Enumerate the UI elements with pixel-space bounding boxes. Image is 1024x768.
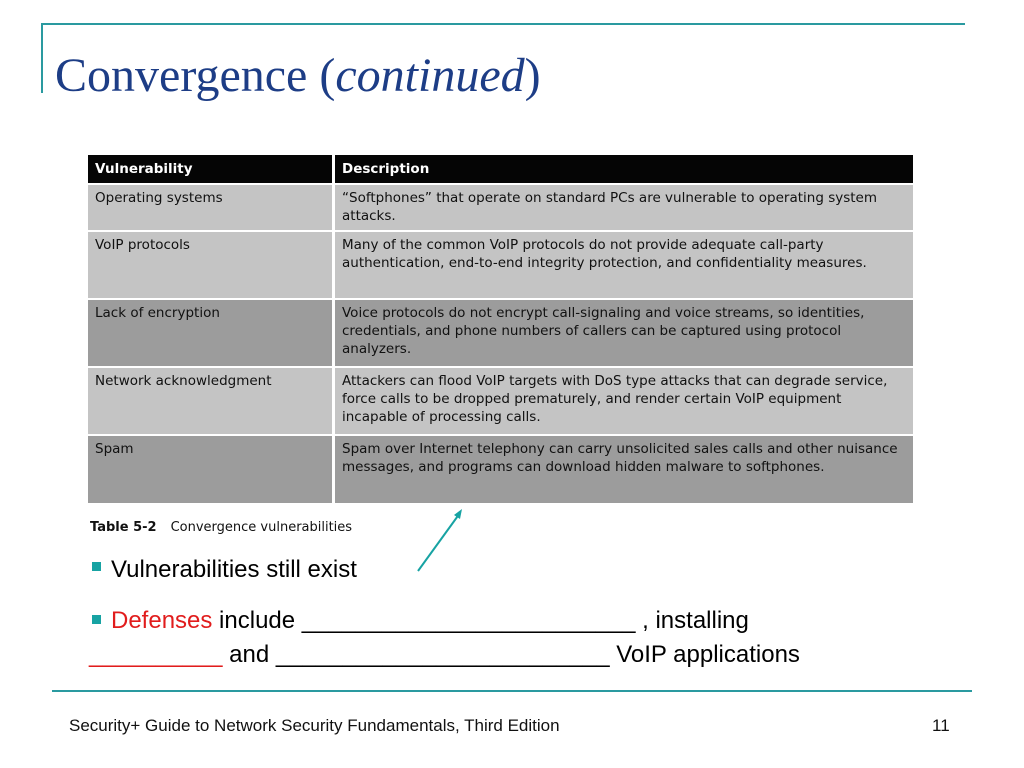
header-description: Description bbox=[334, 155, 914, 184]
cell-vulnerability: Lack of encryption bbox=[88, 299, 334, 367]
cell-description: Attackers can flood VoIP targets with DoS type attacks that can degrade service, force calls to be dropped prematurely, and render certain VoIP equipment incapable of processing calls. bbox=[334, 367, 914, 435]
title-italic: continued bbox=[335, 49, 525, 102]
vulnerability-table bbox=[88, 155, 913, 503]
cell-vulnerability: Network acknowledgment bbox=[88, 367, 334, 435]
bullet-vulnerabilities: Vulnerabilities still exist bbox=[111, 556, 357, 583]
cell-vulnerability: VoIP protocols bbox=[88, 231, 334, 299]
caption-text: Convergence vulnerabilities bbox=[170, 520, 353, 535]
bullet-marker bbox=[92, 562, 101, 571]
footer-text: Security+ Guide to Network Security Fundamentals, Third Edition bbox=[69, 716, 560, 735]
bottom-rule bbox=[52, 690, 972, 692]
table-row bbox=[88, 299, 913, 367]
cell-description: Spam over Internet telephony can carry unsolicited sales calls and other nuisance messages, and programs can download hidden malware to softphones. bbox=[334, 435, 914, 503]
defenses-keyword: Defenses bbox=[111, 607, 213, 634]
table-row bbox=[88, 184, 913, 231]
bullet-marker bbox=[92, 615, 101, 624]
table-header-row bbox=[88, 155, 913, 184]
cell-vulnerability: Spam bbox=[88, 435, 334, 503]
blank-red: __________ bbox=[89, 641, 223, 668]
table-row bbox=[88, 367, 913, 435]
title-main: Convergence ( bbox=[55, 49, 336, 102]
cell-description: “Softphones” that operate on standard PCs are vulnerable to operating system attacks. bbox=[334, 184, 914, 231]
title-close: ) bbox=[524, 49, 541, 102]
header-vulnerability: Vulnerability bbox=[88, 155, 334, 184]
page-number: 11 bbox=[932, 716, 950, 735]
annotation-arrow bbox=[410, 505, 470, 575]
cell-description: Many of the common VoIP protocols do not provide adequate call-party authentication, end-to-end integrity protection, and confidentiality measures. bbox=[334, 231, 914, 299]
bullet-defenses-line2 bbox=[89, 638, 800, 672]
cell-vulnerability: Operating systems bbox=[88, 184, 334, 231]
table-caption bbox=[90, 520, 352, 535]
cell-description: Voice protocols do not encrypt call-signaling and voice streams, so identities, credentials, and phone numbers of callers can be captured using protocol analyzers. bbox=[334, 299, 914, 367]
left-rule bbox=[41, 23, 43, 93]
defenses-line1-text: include _________________________ , installing bbox=[212, 607, 749, 634]
table-row bbox=[88, 231, 913, 299]
top-rule bbox=[43, 23, 965, 25]
caption-label: Table 5-2 bbox=[90, 520, 157, 535]
table-row bbox=[88, 435, 913, 503]
slide-title bbox=[55, 49, 541, 102]
bullet-defenses-line1 bbox=[111, 604, 749, 638]
defenses-line2-text: and _________________________ VoIP applications bbox=[222, 641, 800, 668]
